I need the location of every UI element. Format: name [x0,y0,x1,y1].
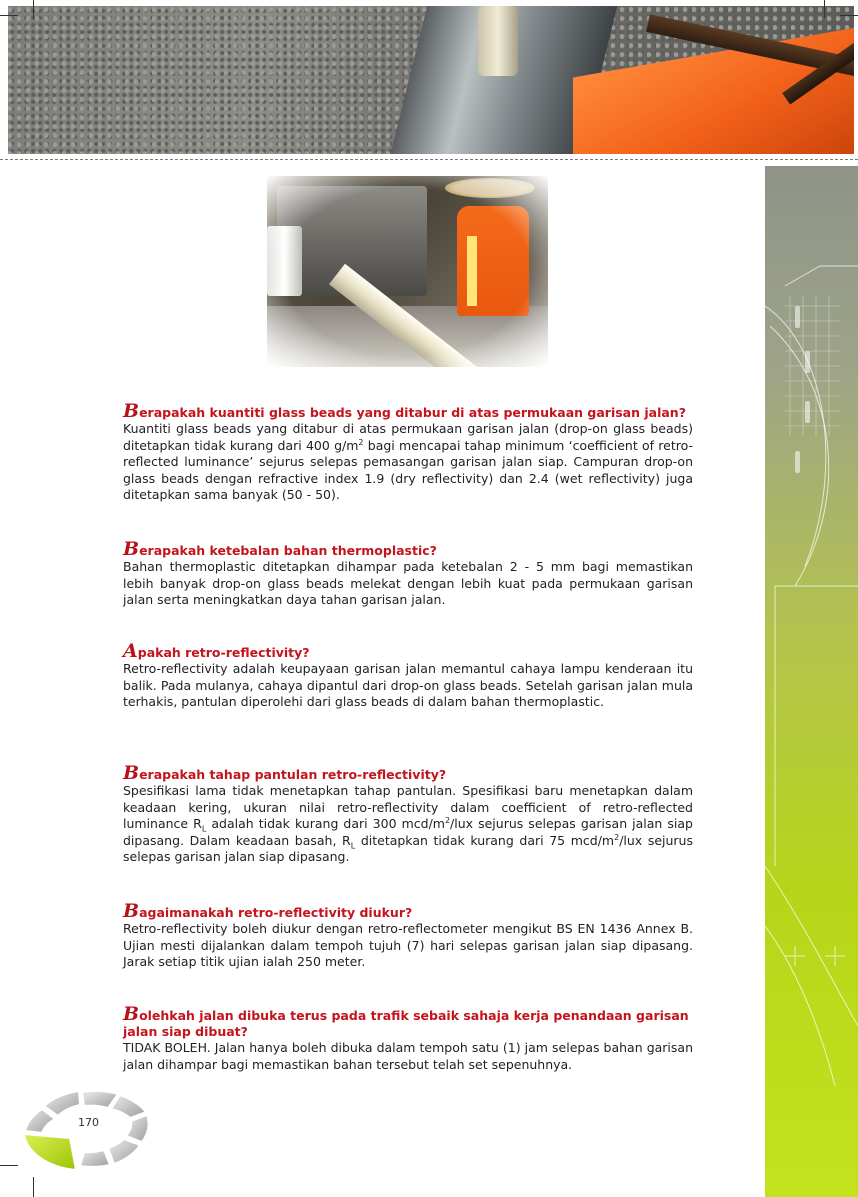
faq-section [123,762,693,866]
side-decor-lines [765,166,858,1197]
header-pipe [478,6,518,76]
faq-section [123,1003,693,1073]
faq-question: Berapakah ketebalan bahan thermoplastic? [123,538,437,560]
page-number-badge [22,1086,154,1172]
faq-section [123,400,693,504]
faq-answer: Bahan thermoplastic ditetapkan dihampar pada ketebalan 2 - 5 mm bagi memastikan lebih banyak drop-on glass beads melekat dengan lebih kuat pada permukaan garisan jalan serta meningkatkan daya tahan garisan jalan. [123,559,693,608]
header-photo [8,6,854,154]
faq-answer: Kuantiti glass beads yang ditabur di atas permukaan garisan jalan (drop-on glass beads) ditetapkan tidak kurang dari 400 $g/m^2$ bagi mencapai tahap minimum ‘coefficient of retro-reflected luminance’ sejurus selepas pemasangan garisan jalan siap. Campuran drop-on glass beads dengan refractive index 1.9 (dry reflectivity) dan 2.4 (wet reflectivity) juga ditetapkan sama banyak (50 - 50). [123,421,693,503]
photo-hat [445,178,535,198]
faq-question: Berapakah tahap pantulan retro-reflectivity? [123,762,447,784]
crop-mark [0,1165,18,1166]
faq-question: Bagaimanakah retro-reflectivity diukur? [123,900,413,922]
crop-mark [824,0,825,18]
drop-cap: B [123,762,140,784]
drop-cap: B [123,400,140,422]
photo-vest-stripe [467,236,477,306]
crop-mark [0,15,18,16]
faq-answer: Retro-reflectivity boleh diukur dengan retro-reflectometer mengikut BS EN 1436 Annex B. Ujian mesti dijalankan dalam tempoh tujuh (7) hari selepas garisan jalan siap dipasang. Jarak setiap titik ujian ialah 250 meter. [123,921,693,970]
crop-mark [840,15,858,16]
crop-mark [33,0,34,18]
drop-cap: B [123,538,140,560]
drop-cap: B [123,1003,140,1025]
page-number: 170 [78,1116,99,1129]
faq-question: Bolehkah jalan dibuka terus pada trafik sebaik sahaja kerja penandaan garisan jalan siap dibuat? [123,1003,689,1039]
drop-cap: A [123,640,138,662]
crop-mark [33,1177,34,1197]
faq-question: Apakah retro-reflectivity? [123,640,310,662]
faq-answer: Spesifikasi lama tidak menetapkan tahap pantulan. Spesifikasi baru menetapkan dalam keadaan kering, ukuran nilai retro-reflectivity dalam coefficient of retro-reflected luminance $R_L$ adalah tidak kurang dari 300 mcd/$m^2$/lux sejurus selepas garisan jalan siap dipasang. Dalam keadaan basah, $R_L$ ditetapkan tidak kurang dari 75 mcd/$m^2$/lux sejurus selepas garisan jalan siap dipasang. [123,783,693,865]
side-decor-panel [765,166,858,1197]
faq-answer: Retro-reflectivity adalah keupayaan garisan jalan memantul cahaya lampu kenderaan itu balik. Pada mulanya, cahaya dipantul dari drop-on glass beads. Setelah garisan jalan mula terhakis, pantulan diperolehi dari glass beads di dalam bahan thermoplastic. [123,661,693,710]
faq-section [123,640,693,711]
dashed-divider [0,159,858,160]
thermoplastic-application-photo [267,176,548,367]
faq-section [123,538,693,609]
faq-section [123,900,693,971]
faq-answer: TIDAK BOLEH. Jalan hanya boleh dibuka dalam tempoh satu (1) jam selepas bahan garisan jalan dihampar bagi memastikan bahan tersebut telah set sepenuhnya. [123,1040,693,1072]
drop-cap: B [123,900,140,922]
faq-question: Berapakah kuantiti glass beads yang ditabur di atas permukaan garisan jalan? [123,400,686,422]
photo-bucket [267,226,302,296]
